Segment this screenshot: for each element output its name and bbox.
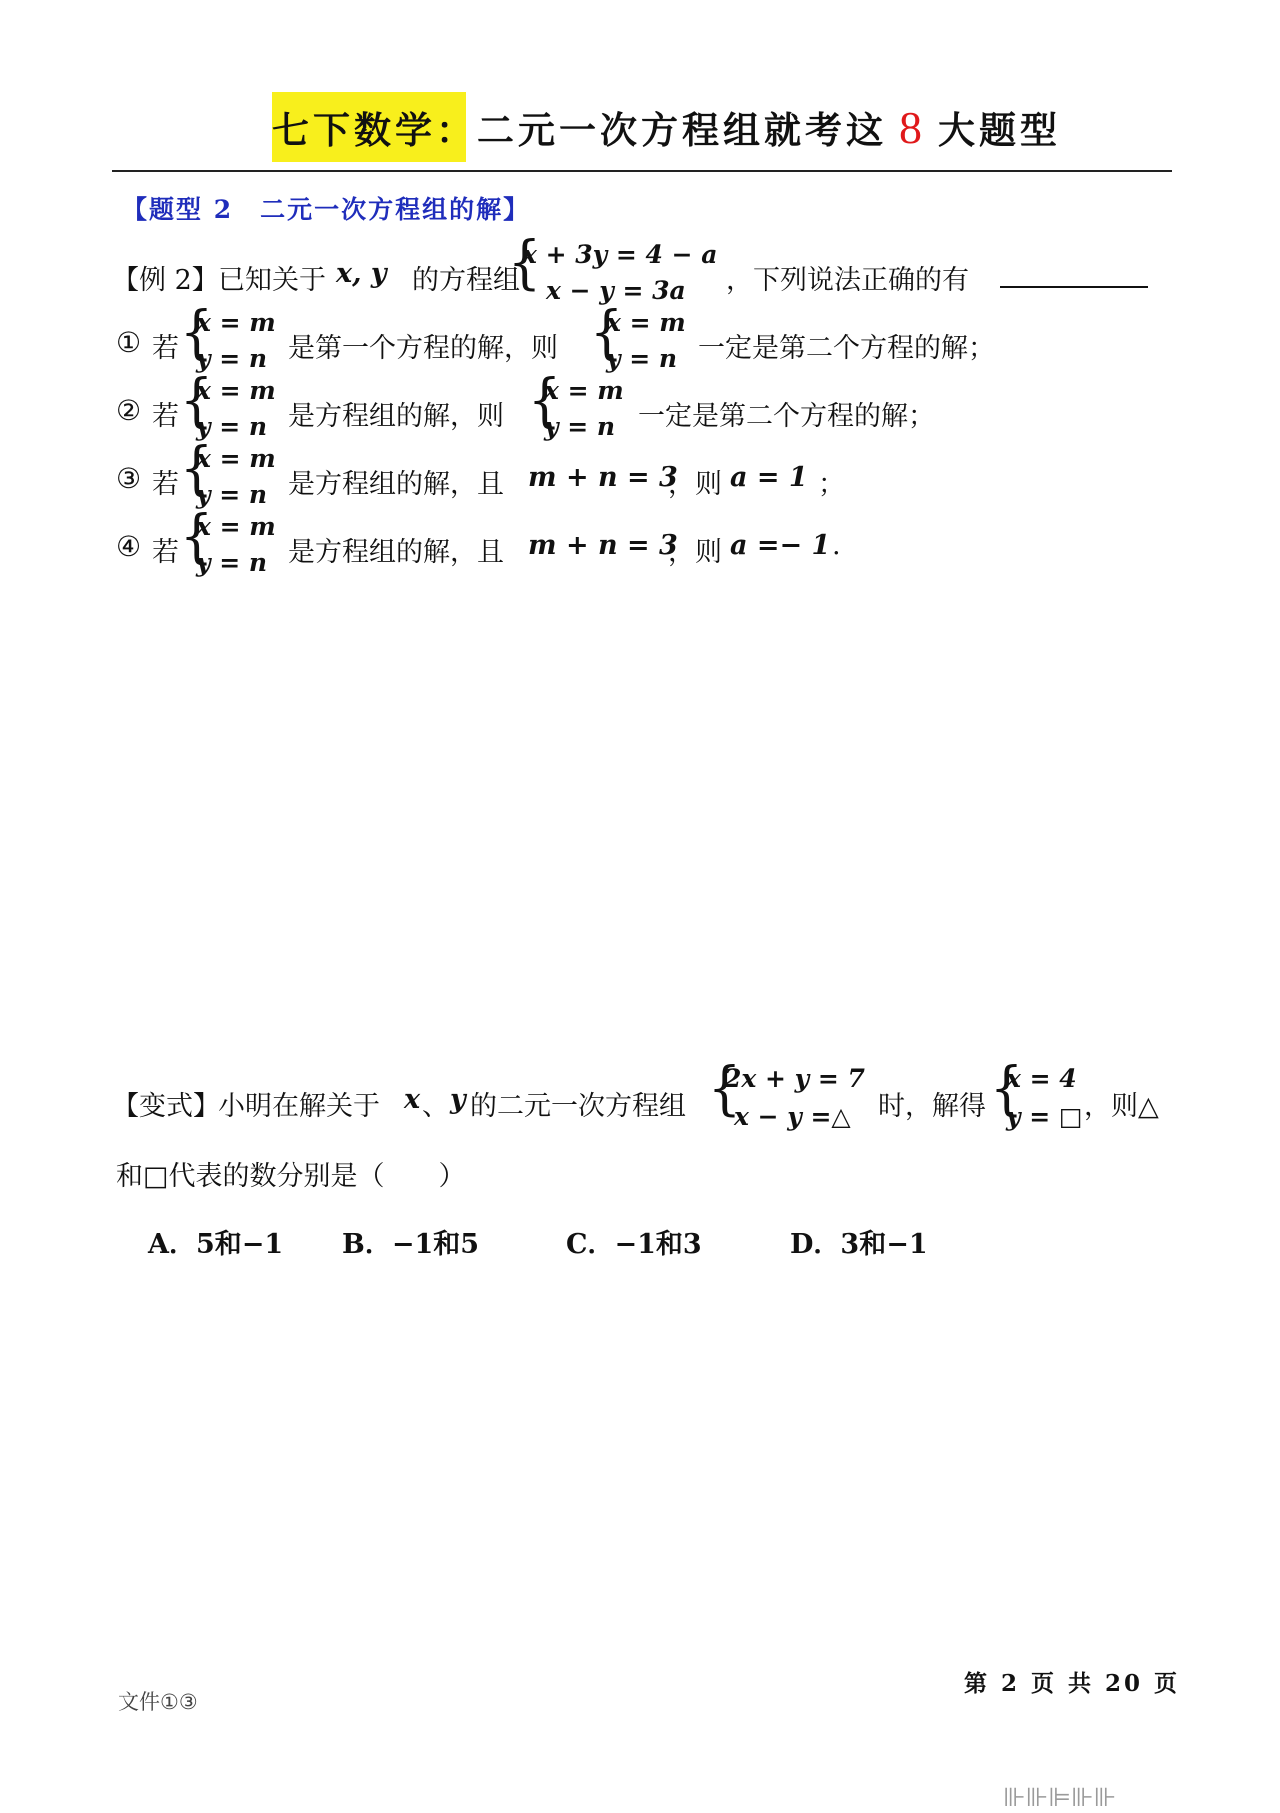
statement-4-num: ④: [116, 530, 142, 563]
statement-1-mid: 是第一个方程的解，则: [288, 333, 558, 364]
variant-system-brace: {: [708, 1055, 742, 1123]
statement-3-sys1-eq1: x = m: [196, 444, 276, 473]
variant-var-x: x: [404, 1084, 421, 1115]
choice-c-label: C．: [566, 1229, 615, 1260]
statement-1-sys2-eq1: x = m: [606, 308, 686, 337]
statement-4-then: ，则: [668, 537, 722, 568]
example-system-eq1: x + 3y = 4 − a: [522, 240, 718, 269]
statement-2-post: 一定是第二个方程的解；: [638, 401, 935, 432]
statement-3-mid: 是方程组的解，且: [288, 469, 504, 500]
example-system-eq2: x − y = 3a: [546, 276, 686, 305]
answer-blank[interactable]: [1000, 286, 1148, 288]
statement-4-sys1-eq2: y = n: [196, 548, 268, 577]
statement-3-brace: {: [180, 435, 214, 503]
example-vars: x, y: [336, 258, 387, 289]
choice-c[interactable]: [566, 1222, 702, 1261]
variant-stem2: 的二元一次方程组: [470, 1091, 686, 1122]
title-part1: 七下数学：: [272, 108, 477, 152]
statement-2-pre: 若: [152, 401, 179, 432]
statement-3-pre: 若: [152, 469, 179, 500]
choice-b-value: −1和5: [391, 1229, 480, 1260]
statement-2-sys2-eq2: y = n: [544, 412, 616, 441]
variant-system-eq2: x − y =△: [734, 1102, 851, 1131]
variant-sep: 、: [422, 1091, 449, 1122]
example-system-brace: {: [508, 229, 542, 297]
variant-stem1: 小明在解关于: [218, 1091, 380, 1122]
example-stem-after: ，下列说法正确的有: [726, 265, 969, 296]
statement-3-sys1-eq2: y = n: [196, 480, 268, 509]
choice-d-label: D．: [790, 1229, 841, 1260]
statement-3-cond: m + n = 3: [528, 462, 678, 493]
example-stem-mid: 的方程组: [412, 265, 520, 296]
statement-2-sys2-eq1: x = m: [544, 376, 624, 405]
choice-a[interactable]: [148, 1222, 283, 1261]
statement-1-sys1-eq1: x = m: [196, 308, 276, 337]
variant-line2: 和□代表的数分别是（ ）: [116, 1161, 466, 1192]
choice-c-value: −1和3: [614, 1229, 702, 1260]
choice-a-value: 5和−1: [195, 1229, 284, 1260]
choice-b[interactable]: [342, 1222, 479, 1261]
statement-1-brace2: {: [590, 299, 624, 367]
statement-4-cond: m + n = 3: [528, 530, 678, 561]
choice-d[interactable]: [790, 1222, 928, 1261]
title-number: 8: [899, 101, 926, 153]
choice-b-label: B．: [342, 1229, 392, 1260]
statement-1-post: 一定是第二个方程的解；: [698, 333, 995, 364]
statement-4-mid: 是方程组的解，且: [288, 537, 504, 568]
statement-4-pre: 若: [152, 537, 179, 568]
statement-4-result: a =− 1: [730, 530, 831, 561]
variant-system-eq1: 2x + y = 7: [724, 1064, 865, 1093]
statement-4-sys1-eq1: x = m: [196, 512, 276, 541]
file-note: 文件①③: [118, 1690, 198, 1714]
variant-solution-eq1: x = 4: [1006, 1064, 1077, 1093]
statement-3-result: a = 1: [730, 462, 808, 493]
watermark-logo: ⊪⊪⊫⊪⊪: [1003, 1783, 1117, 1813]
variant-solution-eq2: y = □: [1006, 1102, 1083, 1131]
statement-1-brace1: {: [180, 299, 214, 367]
statement-2-mid: 是方程组的解，则: [288, 401, 504, 432]
variant-label: 【变式】: [112, 1091, 220, 1122]
variant-stem3: 时，解得: [878, 1091, 986, 1122]
statement-3-then: ，则: [668, 469, 722, 500]
statement-2-sys1-eq2: y = n: [196, 412, 268, 441]
statement-2-brace2: {: [528, 367, 562, 435]
choice-a-label: A．: [148, 1229, 196, 1260]
choice-d-value: 3和−1: [840, 1229, 928, 1260]
statement-1-num: ①: [116, 326, 142, 359]
statement-2-sys1-eq1: x = m: [196, 376, 276, 405]
page-number: 第 2 页 共 20 页: [964, 1670, 1181, 1697]
statement-4-end: .: [832, 530, 841, 561]
title-part2: 二元一次方程组就考这: [477, 108, 887, 152]
page-title: [272, 92, 1061, 162]
statement-4-brace: {: [180, 503, 214, 571]
statement-1-sys1-eq2: y = n: [196, 344, 268, 373]
statement-1-sys2-eq2: y = n: [606, 344, 678, 373]
variant-stem4: ，则△: [1084, 1091, 1159, 1122]
statement-3-end: ；: [818, 469, 845, 500]
statement-1-pre: 若: [152, 333, 179, 364]
variant-var-y: y: [450, 1084, 466, 1115]
example-label: 【例 2】: [112, 265, 219, 296]
statement-3-num: ③: [116, 462, 142, 495]
statement-2-brace1: {: [180, 367, 214, 435]
header-rule: [112, 170, 1172, 172]
example-stem-before: 已知关于: [218, 265, 326, 296]
variant-solution-brace: {: [990, 1055, 1024, 1123]
title-part3: 大题型: [938, 108, 1061, 152]
section-heading: 【题型 2 二元一次方程组的解】: [122, 195, 531, 224]
statement-2-num: ②: [116, 394, 142, 427]
